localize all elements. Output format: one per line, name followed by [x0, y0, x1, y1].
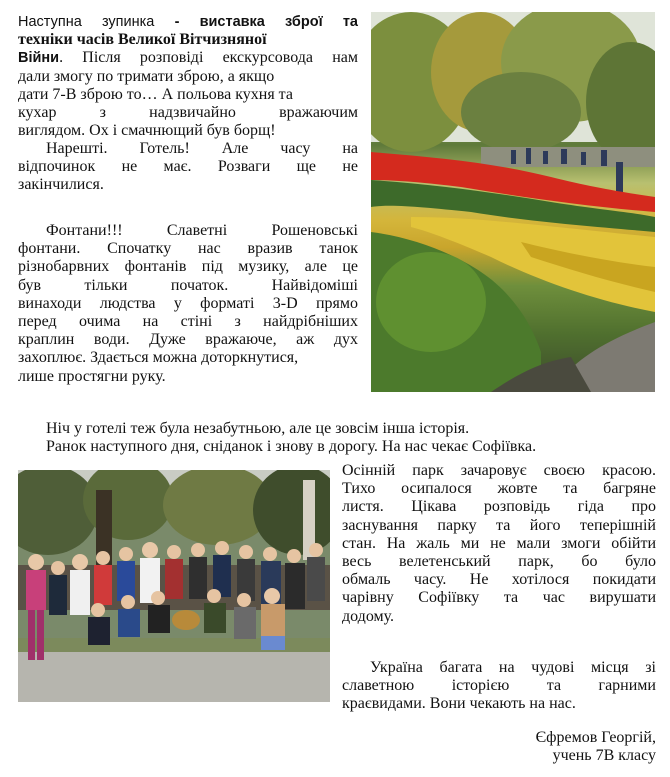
intro-line-7: виглядом. Ох і смачнющий був борщ! — [18, 122, 276, 140]
group-photo — [18, 470, 330, 702]
fountains-line-2: фонтани. Спочатку нас вразив танок — [18, 240, 358, 258]
fountains-line-7: краплин води. Дуже вражаюче, аж дух — [18, 331, 358, 349]
fountains-paragraph — [18, 222, 358, 386]
signature-role: учень 7В класу — [552, 747, 656, 765]
intro-paragraph — [18, 13, 358, 140]
sofiyivka-paragraph — [342, 462, 656, 626]
sofiyivka-line-2: Тихо осипалося жовте та багряне — [342, 480, 656, 498]
intro-rest-1: . Після розповіді екскурсовода нам — [59, 49, 358, 67]
intro-bold-1: - виставка зброї та — [174, 14, 358, 30]
intro-lead: Наступна зупинка — [18, 14, 175, 30]
closing-line-3: краєвидами. Вони чекають на нас. — [342, 695, 576, 713]
intro-bold-3: Війни — [18, 50, 60, 67]
sofiyivka-line-5: стан. На жаль ми не мали змоги обійти — [342, 534, 656, 552]
sofiyivka-line-4: заснування парку та його теперішній — [342, 516, 656, 534]
fountains-line-4: був тільки початок. Найвідоміші — [18, 276, 358, 294]
sofiyivka-line-8: чарівну Софіївку та час вирушати — [342, 589, 656, 607]
sofiyivka-line-6: весь велетенський парк, бо було — [342, 553, 656, 571]
sofiyivka-line-7: обмаль часу. Не хотілося покидати — [342, 571, 656, 589]
night-line-2: Ранок наступного дня, сніданок і знову в дорогу. На нас чекає Софіївка. — [46, 438, 537, 456]
fountains-line-1: Фонтани!!! Славетні Рошеновські — [46, 222, 358, 239]
intro-bold-2: техніки часів Великої Вітчизняної — [18, 31, 267, 49]
sofiyivka-line-3: листя. Цікава розповідь гіда про — [342, 498, 656, 516]
night-line-1: Ніч у готелі теж була незабутньою, але це зовсім інша історія. — [46, 420, 470, 437]
hotel-line-1: Нарешті. Готель! Але часу на — [46, 140, 358, 157]
fountains-line-5: винаходи людства у форматі 3-D прямо — [18, 294, 358, 312]
fountains-line-6: перед очима на стіні з найдрібніших — [18, 313, 358, 331]
hotel-line-3: закінчилися. — [18, 176, 104, 194]
intro-line-3 — [18, 49, 358, 67]
sofiyivka-line-1: Осінній парк зачаровує своєю красою. — [342, 462, 656, 479]
fountains-line-3: різнобарвних фонтанів під музику, але це — [18, 258, 358, 276]
intro-line-2 — [18, 31, 358, 49]
hotel-line-2: відпочинок не має. Розваги ще не — [18, 158, 358, 176]
intro-line-4: дали змогу по тримати зброю, а якщо — [18, 67, 275, 85]
sofiyivka-line-9: додому. — [342, 607, 395, 625]
fountains-line-9: лише простягни руку. — [18, 367, 166, 385]
hotel-paragraph — [18, 140, 358, 195]
signature-name: Єфремов Георгій, — [535, 729, 656, 746]
garden-photo — [371, 12, 655, 392]
fountains-line-8: захоплює. Здається можна доторкнутися, — [18, 349, 299, 367]
garden-photo-art — [371, 12, 655, 392]
intro-line-6: кухар з надзвичайно вражаючим — [18, 104, 358, 122]
signature — [536, 729, 656, 765]
night-paragraph — [18, 420, 658, 456]
closing-line-2: славетною історією та гарними — [342, 677, 656, 695]
group-photo-art — [18, 470, 330, 702]
closing-line-1: Україна багата на чудові місця зі — [370, 659, 656, 676]
intro-line-1 — [18, 13, 358, 31]
intro-line-5: дати 7-В зброю то… А польова кухня та — [18, 85, 293, 103]
closing-paragraph — [342, 659, 656, 714]
